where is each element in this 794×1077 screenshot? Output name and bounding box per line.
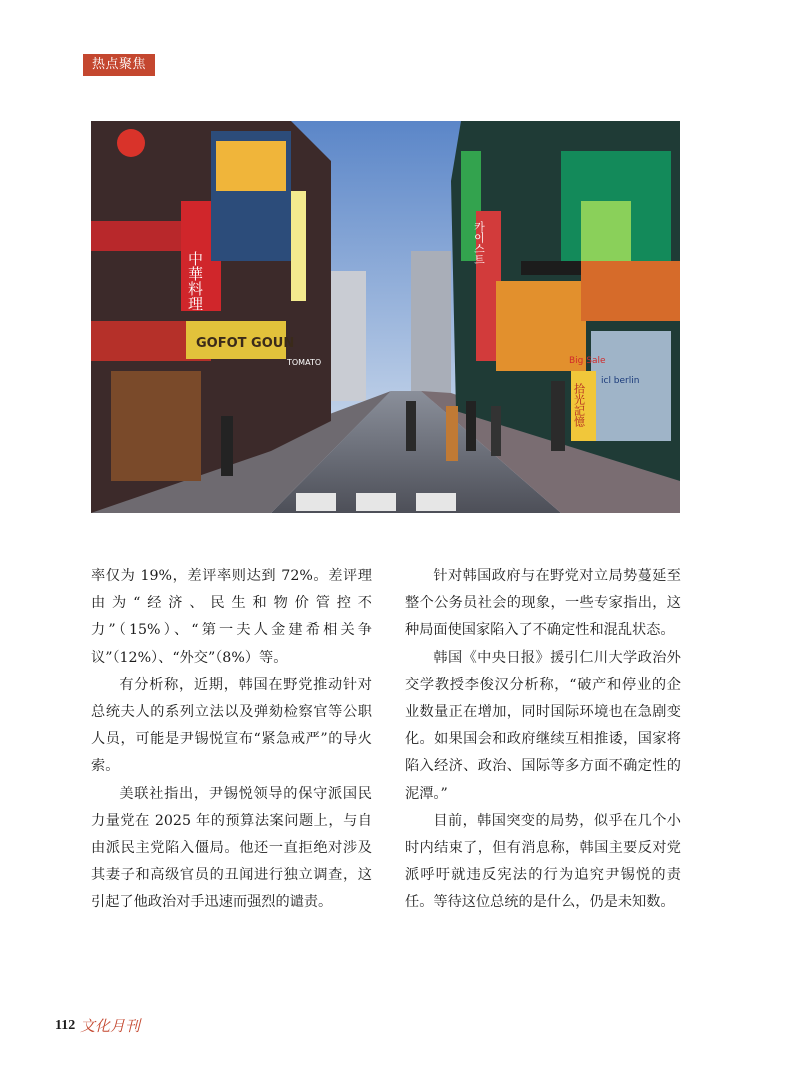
street-photo [91,121,680,513]
sign-text: 中華料理 [186,251,204,311]
article-paragraph: 美联社指出，尹锡悦领导的保守派国民力量党在 2025 年的预算法案问题上，与自由派民主党陷入僵局。他还一直拒绝对涉及其妻子和高级官员的丑闻进行独立调查，这引起了他政治对手迅速而强烈的谴责。 [91,785,372,911]
sign-text: GOFOT GOUN [196,336,295,351]
article-paragraph: 目前，韩国突变的局势，似乎在几个小时内结束了，但有消息称，韩国主要反对党派呼吁就违反宪法的行为追究尹锡悦的责任。等待这位总统的是什么，仍是未知数。 [405,812,681,911]
street-photo-illustration [91,121,680,513]
sign-text: icl berlin [601,376,640,386]
sign-text: TOMATO [287,358,322,367]
magazine-logo: 文化月刊 [80,1017,141,1035]
sign-text: Big Sale [569,356,606,366]
article-left-column [91,563,372,917]
article-paragraph: 率仅为 19%，差评率则达到 72%。差评理由为“经济、民生和物价管控不力”（15%）、“第一夫人金建希相关争议”（12%）、“外交”（8%）等。 [91,568,372,666]
article-right-column [405,563,681,917]
section-tag: 热点聚焦 [83,54,155,76]
article-paragraph: 有分析称，近期，韩国在野党推动针对总统夫人的系列立法以及弹劾检察官等公职人员，可能是尹锡悦宣布“紧急戒严”的导火索。 [91,676,372,775]
page-number: 112 [55,1018,76,1033]
sign-text: 카이스트 [472,221,486,265]
sign-text: 拾光記憶 [572,383,586,427]
article-paragraph: 韩国《中央日报》援引仁川大学政治外交学教授李俊汉分析称，“破产和停业的企业数量正在增加，同时国际环境也在急剧变化。如果国会和政府继续互相推诿，国家将陷入经济、政治、国际等多方面不确定性的泥潭。” [405,649,681,802]
article-paragraph: 针对韩国政府与在野党对立局势蔓延至整个公务员社会的现象，一些专家指出，这种局面使国家陷入了不确定性和混乱状态。 [405,568,681,639]
